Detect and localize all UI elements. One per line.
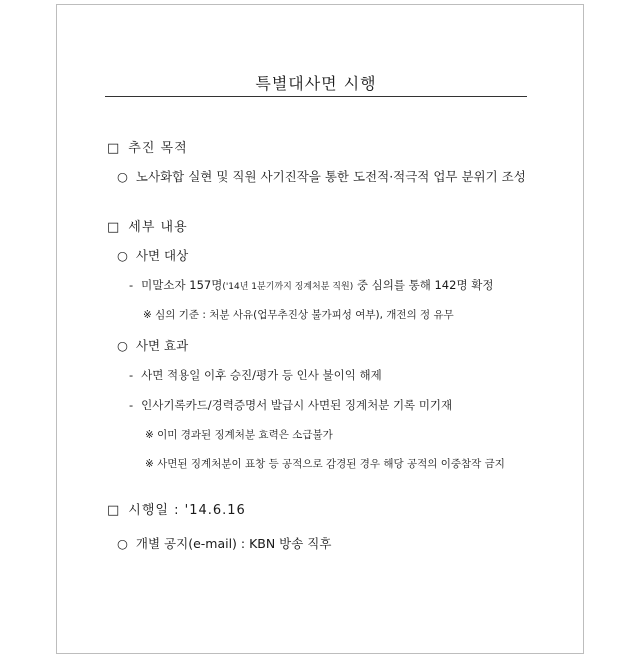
target-detail-text: 미말소자 157명 (141, 278, 223, 292)
effect-detail-1 (129, 367, 382, 383)
dash-bullet: - (129, 368, 134, 382)
effect-detail-2 (129, 397, 452, 413)
target-detail-small-text: ('14년 1분기까지 징계처분 직원) (222, 282, 354, 292)
circle-bullet-icon: ○ (117, 169, 128, 184)
notice-item-text: 개별 공지(e-mail) : KBN 방송 직후 (135, 536, 332, 551)
effect-detail-text: 사면 적용일 이후 승진/평가 등 인사 불이익 해제 (141, 368, 382, 382)
circle-bullet-icon: ○ (117, 248, 128, 263)
circle-bullet-icon: ○ (117, 536, 128, 551)
document-title: 특별대사면 시행 (255, 74, 377, 93)
square-bullet-icon: □ (107, 220, 121, 235)
dash-bullet: - (129, 278, 134, 292)
section-heading-effective-date (107, 499, 246, 518)
dash-bullet: - (129, 398, 134, 412)
effect-note-1: ※ 이미 경과된 징계처분 효력은 소급불가 (145, 429, 333, 441)
purpose-item-text: 노사화합 실현 및 직원 사기진작을 통한 도전적·적극적 업무 분위기 조성 (135, 169, 526, 184)
target-detail-rest: 중 심의를 통해 142명 확정 (353, 278, 494, 292)
section-heading-purpose (107, 137, 188, 156)
section-heading-text: 시행일 : '14.6.16 (128, 503, 246, 518)
square-bullet-icon: □ (107, 141, 121, 156)
effect-detail-text: 인사기록카드/경력증명서 발급시 사면된 징계처분 기록 미기재 (141, 398, 453, 412)
purpose-item (117, 167, 526, 185)
target-note: ※ 심의 기준 : 처분 사유(업무추진상 불가피성 여부), 개전의 정 유무 (143, 309, 454, 321)
section-heading-details (107, 216, 188, 235)
section-heading-text: 추진 목적 (128, 141, 188, 156)
title-underline (105, 96, 527, 97)
sub-heading-text: 사면 대상 (135, 248, 189, 263)
target-detail (129, 277, 493, 293)
circle-bullet-icon: ○ (117, 338, 128, 353)
sub-heading-target (117, 246, 188, 264)
section-heading-text: 세부 내용 (128, 220, 188, 235)
sub-heading-text: 사면 효과 (135, 338, 189, 353)
effect-note-2: ※ 사면된 징계처분이 표창 등 공적으로 감경된 경우 해당 공적의 이중참작 금지 (145, 458, 505, 470)
document-page (56, 4, 584, 654)
notice-item (117, 534, 331, 552)
sub-heading-effect (117, 336, 188, 354)
square-bullet-icon: □ (107, 503, 121, 518)
